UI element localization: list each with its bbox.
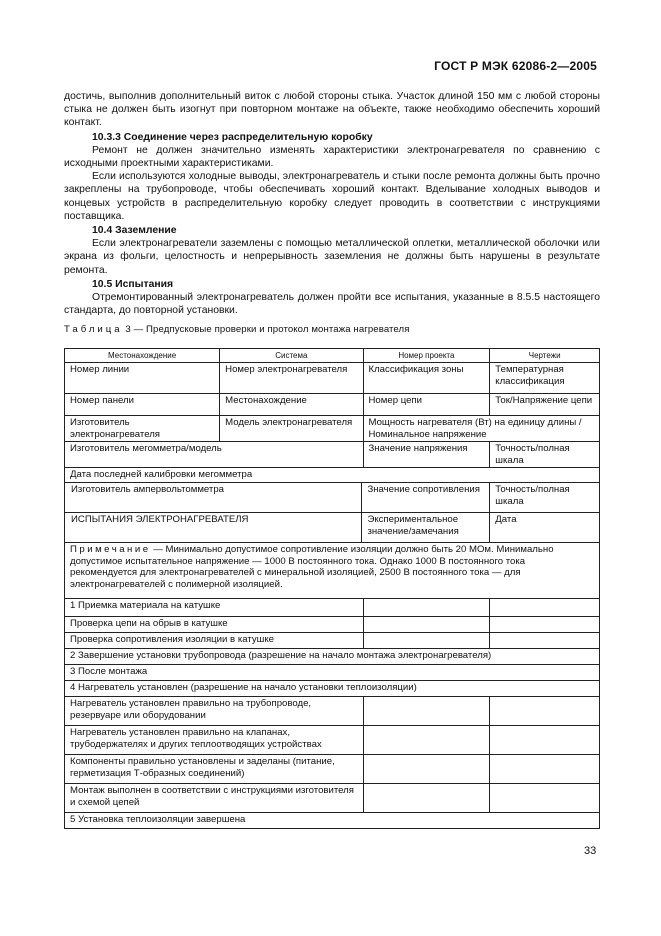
table-cell: Номер линии [65, 363, 220, 394]
table-cell: Местонахождение [220, 394, 363, 416]
paragraph: Если используются холодные выводы, электронагреватель и стыки после ремонта должны быть прочно закреплены на трубопроводе, чтобы обеспечивать хороший контакт. Вделывание холодных выводов и концевых устройств в распределительную коробку следует проводить в соответствии с инструкциями поставщика. [64, 171, 600, 222]
table-cell: Нагреватель установлен правильно на трубопроводе, резервуаре или оборудовании [65, 696, 364, 725]
table-cell [490, 632, 600, 648]
table-cell: Дата последней калибровки мегомметра [65, 468, 600, 483]
table-row [65, 598, 600, 616]
table-cell: Классификация зоны [363, 363, 490, 394]
table-row [65, 664, 600, 680]
table-row [65, 616, 600, 632]
table-cell: Значение напряжения [363, 442, 490, 468]
table-cell [363, 754, 490, 783]
table-row [65, 542, 600, 598]
table-cell [363, 598, 490, 616]
table-cell: 5 Установка теплоизоляции завершена [65, 812, 600, 828]
table-row [65, 416, 600, 442]
table-cell: 1 Приемка материала на катушке [65, 598, 364, 616]
page-number: 33 [584, 845, 597, 857]
table-cell [363, 696, 490, 725]
table-cell: Дата [490, 512, 600, 542]
table-cell [490, 754, 600, 783]
section-heading-10-3-3: 10.3.3 Соединение через распределительную коробку [92, 131, 373, 143]
table-cell: Точность/полная шкала [490, 442, 600, 468]
table-cell: Номер панели [65, 394, 220, 416]
table-note: Примечание — Минимально допустимое сопротивление изоляции должно быть 20 МОм. Минимально допустимое испытательное напряжение — 1000 В постоянного тока. Однако 1000 В постоянного тока рекомендуется для электронагревателей с минеральной изоляцией, 2500 В постоянного тока — для электронагревателей с полимерной изоляцией. [65, 542, 600, 598]
table-cell: Мощность нагревателя (Вт) на единицу длины / Номинальное напряжение [363, 416, 600, 442]
table-header: Местонахождение [65, 349, 220, 363]
table-row [65, 632, 600, 648]
table-row [65, 482, 600, 512]
table-cell: Температурная классификация [490, 363, 600, 394]
table-cell: Значение сопротивления [362, 482, 490, 512]
table-header: Система [220, 349, 363, 363]
table-cell: Компоненты правильно установлены и заделаны (питание, герметизация Т-образных соединений) [65, 754, 364, 783]
table-row [65, 725, 600, 754]
table-row [65, 442, 600, 468]
table-row [65, 696, 600, 725]
table-row [65, 468, 600, 483]
document-header: ГОСТ Р МЭК 62086-2—2005 [434, 59, 597, 73]
table-cell [490, 783, 600, 812]
table-cell [363, 632, 490, 648]
table-cell: Модель электронагревателя [220, 416, 363, 442]
table-cell: Проверка сопротивления изоляции в катушке [65, 632, 364, 648]
paragraph: Если электронагреватели заземлены с помощью металлической оплетки, металлической оболочки или экрана из фольги, целостность и непрерывность заземления не должны быть нарушены в результате ремонта. [64, 238, 600, 276]
table-cell: ИСПЫТАНИЯ ЭЛЕКТРОНАГРЕВАТЕЛЯ [65, 512, 362, 542]
table-cell: Изготовитель мегомметра/модель [65, 442, 364, 468]
table-row [65, 754, 600, 783]
table-row [65, 680, 600, 696]
table-header-row [65, 349, 600, 363]
table-cell: Проверка цепи на обрыв в катушке [65, 616, 364, 632]
table-cell [490, 696, 600, 725]
table-caption: Таблица 3 — Предпусковые проверки и протокол монтажа нагревателя [64, 324, 410, 335]
table-cell: Точность/полная шкала [490, 482, 600, 512]
table-cell: Нагреватель установлен правильно на клапанах, трубодержателях и других теплоотводящих устройствах [65, 725, 364, 754]
table-cell: 4 Нагреватель установлен (разрешение на начало установки теплоизоляции) [65, 680, 600, 696]
table-header: Номер проекта [363, 349, 490, 363]
table-cell: Изготовитель ампервольтомметра [65, 482, 362, 512]
table-cell [490, 598, 600, 616]
table-cell: Монтаж выполнен в соответствии с инструкциями изготовителя и схемой цепей [65, 783, 364, 812]
table-row [65, 648, 600, 664]
table-cell: 2 Завершение установки трубопровода (разрешение на начало монтажа электронагревателя) [65, 648, 600, 664]
paragraph: Отремонтированный электронагреватель должен пройти все испытания, указанные в 8.5.5 настоящего стандарта, до повторной установки. [64, 292, 600, 317]
table-row [65, 363, 600, 394]
table-header: Чертежи [490, 349, 600, 363]
table-cell: Номер цепи [363, 394, 490, 416]
paragraph: Ремонт не должен значительно изменять характеристики электронагревателя по сравнению с исходными проектными характеристиками. [64, 144, 600, 170]
table-cell [363, 725, 490, 754]
table-cell: Номер электронагревателя [220, 363, 363, 394]
table-cell [363, 783, 490, 812]
table-row [65, 512, 600, 542]
table-cell [490, 725, 600, 754]
protocol-table [64, 348, 600, 829]
table-row [65, 783, 600, 812]
body-text [64, 90, 600, 317]
table-cell [490, 616, 600, 632]
paragraph: достичь, выполнив дополнительный виток с любой стороны стыка. Участок длиной 150 мм с любой стороны стыка не должен быть изогнут при повторном монтаже на объекте, также необходимо обеспечить хороший контакт. [64, 91, 600, 129]
table-cell: Экспериментальное значение/замечания [362, 512, 490, 542]
table-row [65, 812, 600, 828]
table-cell: Изготовитель электронагревателя [65, 416, 220, 442]
table-cell: 3 После монтажа [65, 664, 600, 680]
section-heading-10-4: 10.4 Заземление [92, 225, 177, 237]
section-heading-10-5: 10.5 Испытания [92, 278, 174, 290]
table-cell: Ток/Напряжение цепи [490, 394, 600, 416]
table-cell [363, 616, 490, 632]
table-row [65, 394, 600, 416]
